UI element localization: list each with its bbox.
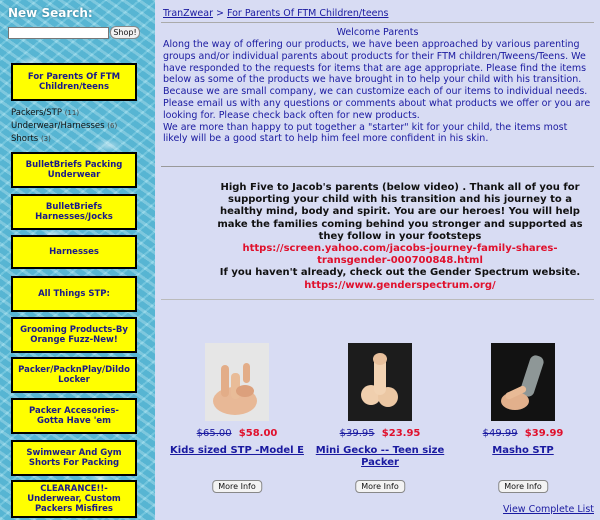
main-content <box>155 0 600 520</box>
subcategory-packers-stp[interactable] <box>11 108 79 118</box>
product-name-link[interactable]: Masho STP <box>492 445 554 456</box>
original-price: $49.99 <box>482 428 518 439</box>
price-row <box>167 428 307 439</box>
view-complete-list-link[interactable]: View Complete List <box>503 504 594 515</box>
subcategory-count: (3) <box>40 135 51 143</box>
more-info-button[interactable]: More Info <box>355 480 405 493</box>
category-swimwear-gym-shorts[interactable]: Swimwear And Gym Shorts For Packing <box>11 440 137 476</box>
subcategory-label: Shorts <box>11 134 39 144</box>
product-image[interactable] <box>205 343 269 421</box>
gender-spectrum-text: If you haven't already, check out the Gender Spectrum website. <box>219 267 581 279</box>
subcategory-label: Underwear/Harnesses <box>11 121 105 131</box>
more-info-button[interactable]: More Info <box>212 480 262 493</box>
divider <box>161 166 594 167</box>
sale-price: $58.00 <box>238 428 278 439</box>
category-grooming-products[interactable]: Grooming Products-By Orange Fuzz-New! <box>11 317 137 353</box>
product-name-link[interactable]: Kids sized STP -Model E <box>170 445 304 456</box>
category-for-parents[interactable]: For Parents Of FTM Children/teens <box>11 63 137 101</box>
product-card <box>453 335 593 491</box>
yahoo-video-link[interactable]: https://screen.yahoo.com/jacobs-journey-family-shares-transgender-000700848.html <box>242 243 558 267</box>
sale-price: $23.95 <box>381 428 421 439</box>
original-price: $39.95 <box>339 428 375 439</box>
divider <box>161 299 594 300</box>
intro-text <box>163 39 593 145</box>
breadcrumb-current-link[interactable]: For Parents Of FTM Children/teens <box>226 8 389 19</box>
category-harnesses[interactable]: Harnesses <box>11 235 137 269</box>
original-price: $65.00 <box>196 428 232 439</box>
category-all-things-stp[interactable]: All Things STP: <box>11 276 137 312</box>
subcategory-label: Packers/STP <box>11 108 62 118</box>
subcategory-count: (11) <box>64 109 80 117</box>
breadcrumb-separator: > <box>216 8 224 19</box>
announcement <box>215 182 585 292</box>
category-bulletbriefs-harnesses[interactable]: BulletBriefs Harnesses/Jocks <box>11 194 137 230</box>
welcome-title: Welcome Parents <box>336 27 419 38</box>
breadcrumb-home-link[interactable]: TranZwear <box>163 8 214 19</box>
price-row <box>453 428 593 439</box>
product-card <box>310 335 450 491</box>
gender-spectrum-link[interactable]: https://www.genderspectrum.org/ <box>304 279 496 291</box>
sidebar <box>0 0 155 520</box>
category-packer-locker[interactable]: Packer/PacknPlay/Dildo Locker <box>11 357 137 393</box>
more-info-button[interactable]: More Info <box>498 480 548 493</box>
search-heading: New Search: <box>8 6 93 20</box>
intro-paragraph-2: We are more than happy to put together a "starter" kit for your child, the items most likely will be a good start to help him feel more confident in his skin. <box>163 121 568 145</box>
divider <box>161 22 594 23</box>
breadcrumb <box>163 8 389 19</box>
announcement-text: High Five to Jacob's parents (below video) . Thank all of you for supporting your child with his transition and his journey to a healthy mind, body and spirit. You are our heroes! You will help make the families coming behind you stronger and supported as they follow in your footsteps <box>217 182 583 242</box>
category-packer-accessories[interactable]: Packer Accesories-Gotta Have 'em <box>11 398 137 434</box>
subcategory-count: (6) <box>107 122 118 130</box>
sale-price: $39.99 <box>524 428 564 439</box>
search-input[interactable] <box>8 27 109 39</box>
category-clearance[interactable]: CLEARANCE!!- Underwear, Custom Packers Misfires <box>11 480 137 518</box>
intro-paragraph-1: Along the way of offering our products, we have been approached by various parenting groups and/or individual parents about products for their FTM children/Tweens/Teens. We have responded to the requests for items that are age appropriate. Please find the items below as some of the products we have brought in to help your child with his transition. Because we are small company, we can customize each of our items to individual needs. Please email us with any questions or comments about what products we offer or you are looking for. Please check back often for new products. <box>163 39 591 121</box>
product-name-link[interactable]: Mini Gecko -- Teen size Packer <box>315 445 445 468</box>
shop-button[interactable]: Shop! <box>110 26 140 39</box>
product-image[interactable] <box>491 343 555 421</box>
subcategory-shorts[interactable] <box>11 134 51 144</box>
product-card <box>167 335 307 491</box>
category-bulletbriefs-packing-underwear[interactable]: BulletBriefs Packing Underwear <box>11 152 137 188</box>
subcategory-underwear-harnesses[interactable] <box>11 121 117 131</box>
product-image[interactable] <box>348 343 412 421</box>
price-row <box>310 428 450 439</box>
